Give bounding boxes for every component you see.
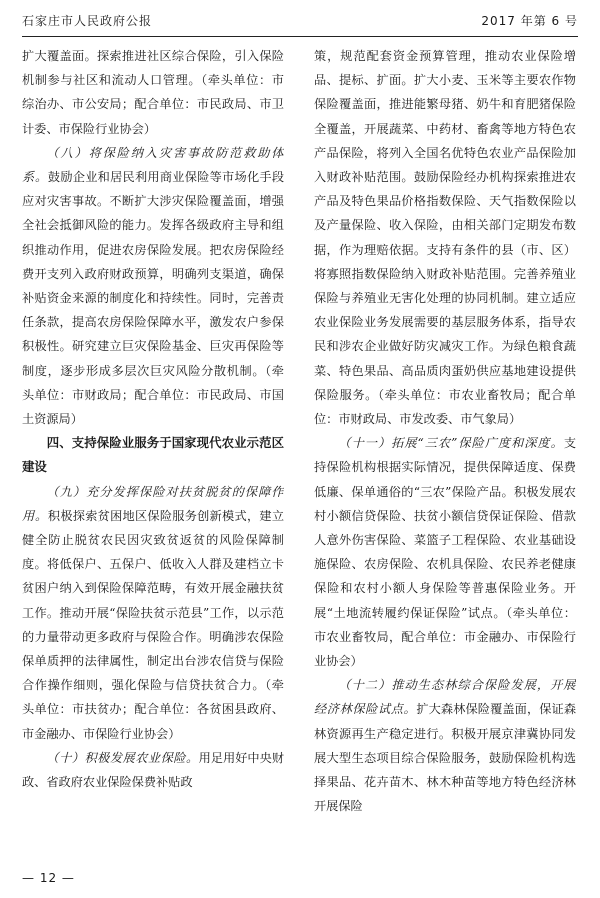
paragraph <box>22 746 284 794</box>
page-number: — 12 — <box>22 871 75 885</box>
paragraph-body: 支持保险机构根据实际情况，提供保障适度、保费低廉、保单通俗的“三农”保险产品。积极发展农村小额信贷保险、扶贫小额信贷保证保险、借款人意外伤害保险、菜篮子工程保险、农业基础设施保险、农房保险、农机具保险、农民养老健康保险和农村小额人身保险等普惠保险业务。开展“土地流转履约保证保险”试点。（牵头单位：市农业畜牧局，配合单位：市金融办、市保险行业协会） <box>314 436 576 669</box>
left-column <box>22 44 284 862</box>
paragraph: 扩大覆盖面。探索推进社区综合保险，引入保险机制参与社区和流动人口管理。（牵头单位：市综治办、市公安局；配合单位：市民政局、市卫计委、市保险行业协会） <box>22 49 284 136</box>
subsection-title: （十）积极发展农业保险。 <box>46 750 199 765</box>
section-heading: 四、支持保险业服务于国家现代农业示范区建设 <box>22 435 284 475</box>
paragraph-body: 用足用好中央财政、省政府农业保险保费补贴政 <box>22 750 284 790</box>
subsection-title: （十一）拓展“三农”保险广度和深度。 <box>338 436 564 451</box>
right-column <box>314 44 576 862</box>
subsection-title: （十二）推动生态林综合保险发展，开展经济林保险试点。 <box>314 678 576 717</box>
paragraph <box>22 480 284 746</box>
subsection-title: （八）将保险纳入灾害事故防范救助体系。 <box>22 145 284 185</box>
paragraph <box>314 673 576 818</box>
paragraph-body: 积极探索贫困地区保险服务创新模式，建立健全防止脱贫农民因灾致贫返贫的风险保障制度。将低保户、五保户、低收入人群及建档立卡贫困户纳入到保险保障范畴，有效开展金融扶贫工作。推动开展“保险扶贫示范县”工作，以示范的力量带动更多政府与保险合作。明确涉农保险保单质押的法律属性，制定出台涉农信贷与保险合作操作细则，强化保险与信贷扶贫合力。（牵头单位：市扶贫办；配合单位：各贫困县政府、市金融办、市保险行业协会） <box>22 508 284 741</box>
subsection-title: （九）充分发挥保险对扶贫脱贫的保障作用。 <box>22 484 284 523</box>
issue-number: 2017 年第 6 号 <box>481 14 578 28</box>
paragraph: 策，规范配套资金预算管理，推动农业保险增品、提标、扩面。扩大小麦、玉米等主要农作物保险覆盖面，推进能繁母猪、奶牛和育肥猪保险全覆盖，开展蔬菜、中药材、畜禽等地方特色农产品保险，将列入全国名优特色农业产品保险加入财政补贴范围。鼓励保险经办机构探索推进农产品及特色果品价格指数保险、天气指数保险以及产量保险、收入保险，由相关部门定期发布数据，作为理赔依据。支持有条件的县（市、区）将寡照指数保险纳入财政补贴范围。完善养殖业保险与养殖业无害化处理的协同机制。建立适应农业保险业务发展需要的基层服务体系，指导农民和涉农企业做好防灾减灾工作。为绿色粮食蔬菜、特色果品、高品质肉蛋奶供应基地建设提供保险服务。（牵头单位：市农业畜牧局；配合单位：市财政局、市发改委、市气象局） <box>314 49 576 427</box>
paragraph-body: 鼓励企业和居民利用商业保险等市场化手段应对灾害事故。不断扩大涉灾保险覆盖面，增强全社会抵御风险的能力。发挥各级政府主导和组织推动作用，促进农房保险发展。把农房保险经费开支列入政府财政预算，明确列支渠道，确保补贴资金来源的制度化和持续性。同时，完善责任条款，提高农房保险保障水平，激发农户参保积极性。研究建立巨灾保险基金、巨灾再保险等制度，逐步形成多层次巨灾风险分散机制。（牵头单位：市财政局；配合单位：市民政局、市国土资源局） <box>22 170 284 427</box>
paragraph <box>314 431 576 673</box>
page-header <box>22 10 578 37</box>
paragraph <box>22 141 284 431</box>
paragraph-body: 扩大森林保险覆盖面，保证森林资源再生产稳定进行。积极开展京津冀协同发展大型生态项目综合保险服务，鼓励保险机构选择果品、花卉苗木、林木种苗等地方特色经济林开展保险 <box>314 702 576 814</box>
publication-title: 石家庄市人民政府公报 <box>22 14 153 28</box>
